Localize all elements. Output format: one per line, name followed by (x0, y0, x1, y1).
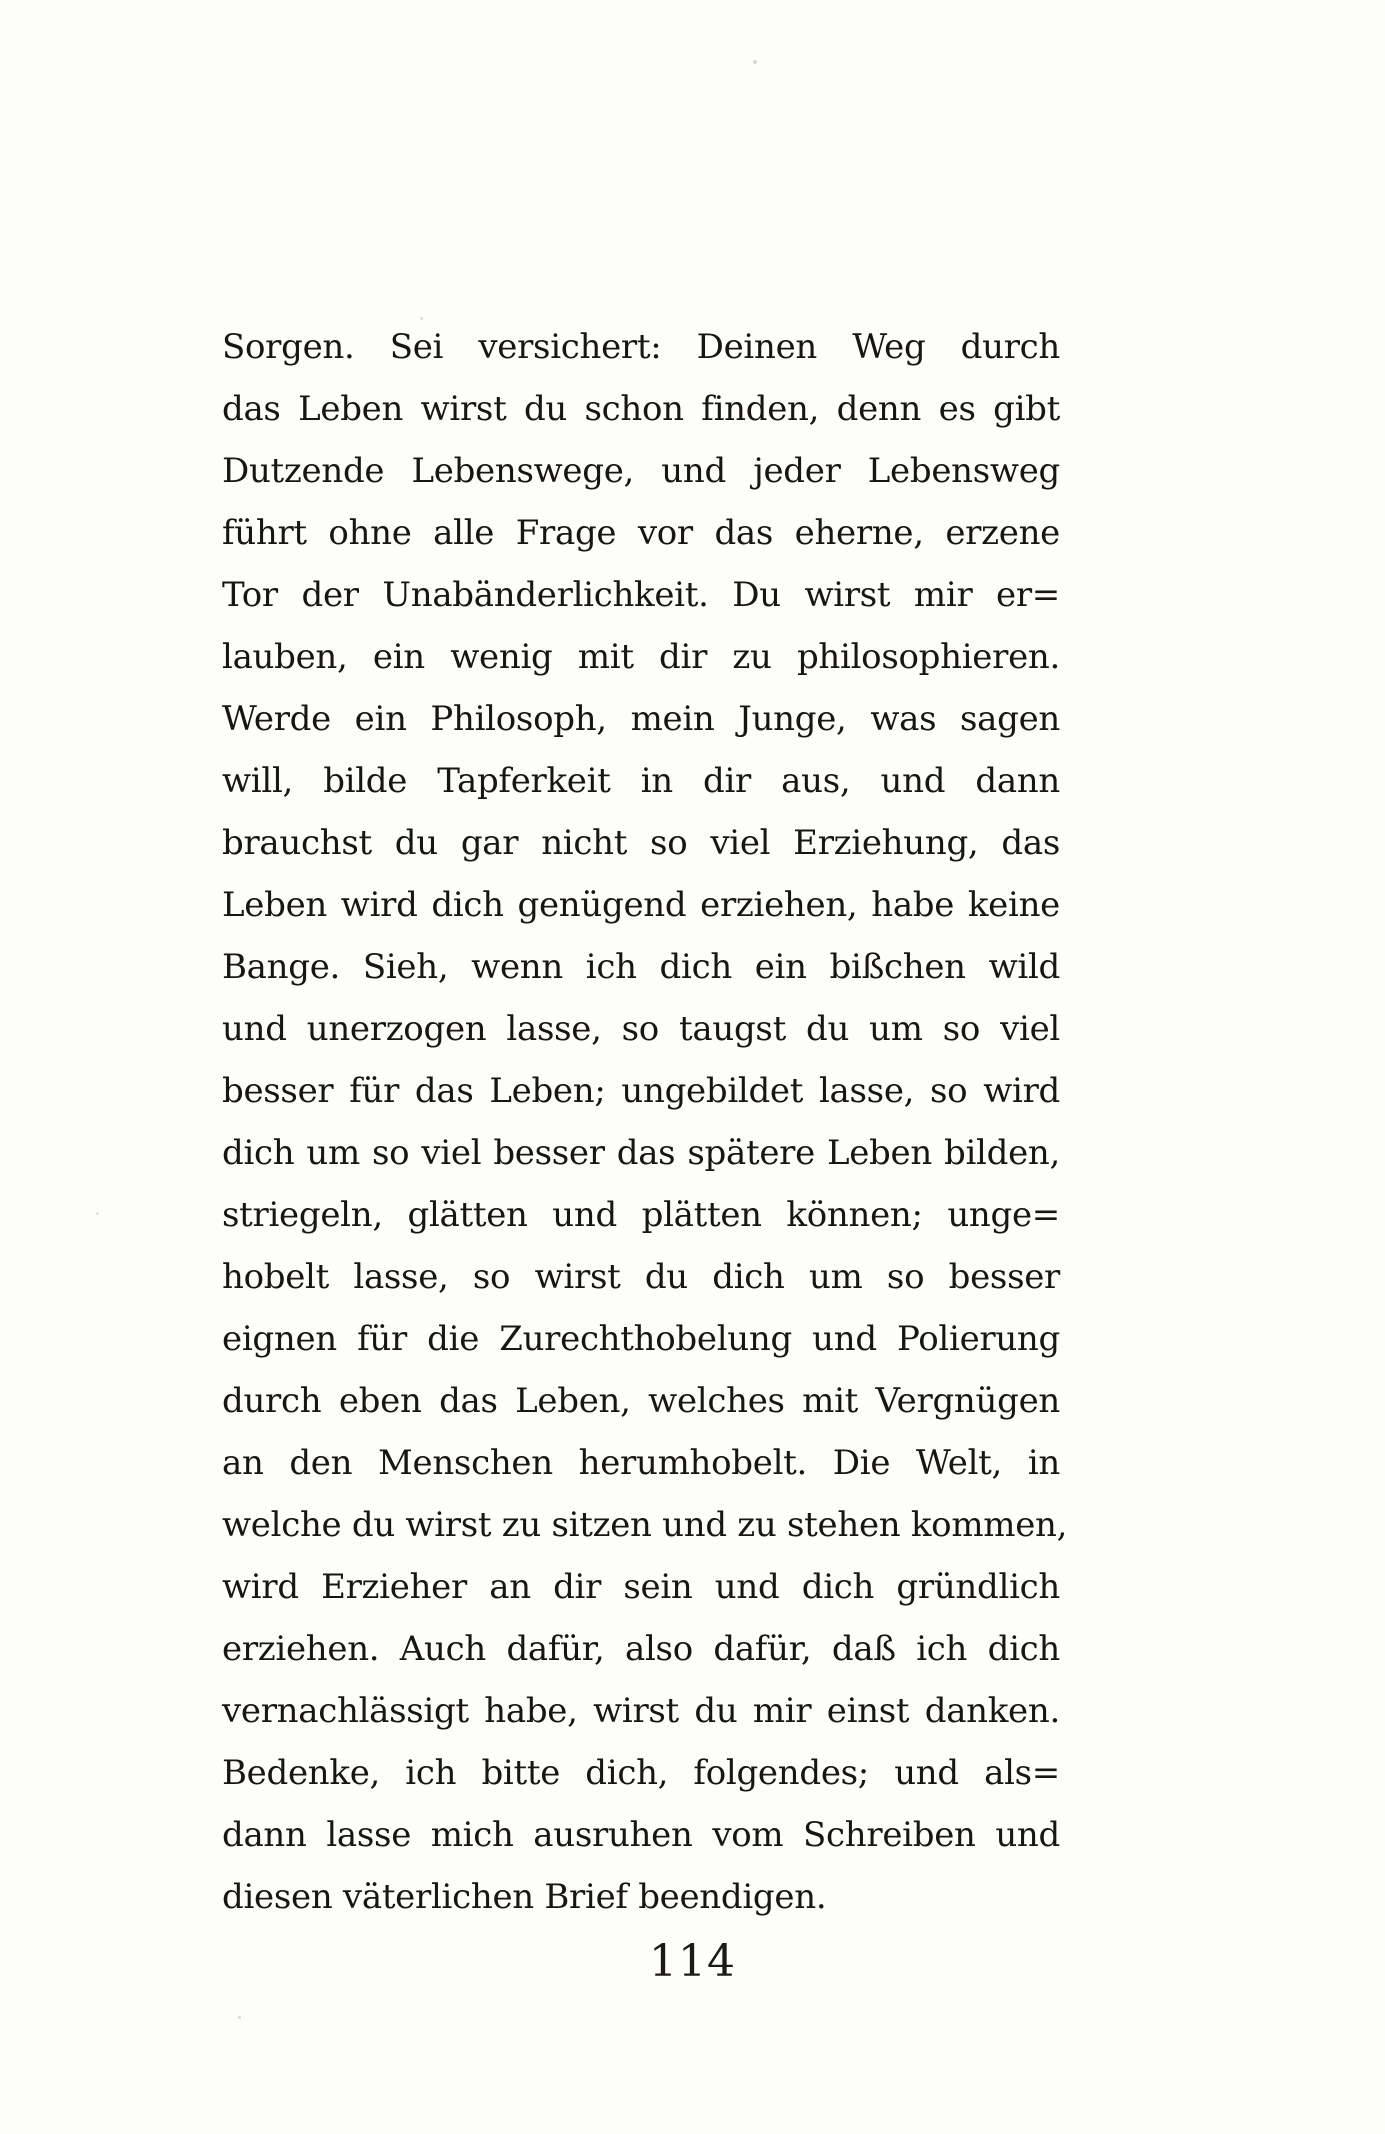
text-line: besser für das Leben; ungebildet lasse, so wird (222, 1071, 1060, 1111)
text-line: wird Erzieher an dir sein und dich gründlich (222, 1567, 1060, 1607)
text-line: Dutzende Lebenswege, und jeder Lebensweg (222, 451, 1060, 491)
text-line: will, bilde Tapferkeit in dir aus, und dann (222, 761, 1060, 801)
text-line: Tor der Unabänderlichkeit. Du wirst mir er= (222, 575, 1060, 615)
text-line: hobelt lasse, so wirst du dich um so besser (222, 1257, 1060, 1297)
text-line: dich um so viel besser das spätere Leben bilden, (222, 1133, 1060, 1173)
scan-speck (420, 317, 423, 320)
text-line: durch eben das Leben, welches mit Vergnügen (222, 1381, 1060, 1421)
scan-speck (238, 2016, 241, 2019)
body-text-block (222, 316, 1068, 1928)
text-line: Werde ein Philosoph, mein Junge, was sagen (222, 699, 1060, 739)
text-line: diesen väterlichen Brief beendigen. (222, 1877, 827, 1917)
scan-speck (96, 1212, 99, 1215)
text-line: führt ohne alle Frage vor das eherne, erzene (222, 513, 1060, 553)
text-line: Bange. Sieh, wenn ich dich ein bißchen wild (222, 947, 1060, 987)
text-line: erziehen. Auch dafür, also dafür, daß ich dich (222, 1629, 1060, 1669)
text-line: lauben, ein wenig mit dir zu philosophieren. (222, 637, 1060, 677)
text-line: und unerzogen lasse, so taugst du um so viel (222, 1009, 1060, 1049)
text-line: dann lasse mich ausruhen vom Schreiben und (222, 1815, 1060, 1855)
text-line: eignen für die Zurechthobelung und Polierung (222, 1319, 1060, 1359)
scan-speck (753, 60, 757, 64)
text-line: Bedenke, ich bitte dich, folgendes; und als= (222, 1753, 1060, 1793)
text-line: Leben wird dich genügend erziehen, habe keine (222, 885, 1060, 925)
text-line: brauchst du gar nicht so viel Erziehung, das (222, 823, 1060, 863)
text-line: welche du wirst zu sitzen und zu stehen kommen, (222, 1505, 1068, 1545)
text-line: das Leben wirst du schon finden, denn es gibt (222, 389, 1060, 429)
text-line: Sorgen. Sei versichert: Deinen Weg durch (222, 327, 1060, 367)
text-line: an den Menschen herumhobelt. Die Welt, in (222, 1443, 1060, 1483)
page-number: 114 (649, 1936, 736, 1987)
text-line: striegeln, glätten und plätten können; unge= (222, 1195, 1060, 1235)
text-line: vernachlässigt habe, wirst du mir einst danken. (222, 1691, 1060, 1731)
